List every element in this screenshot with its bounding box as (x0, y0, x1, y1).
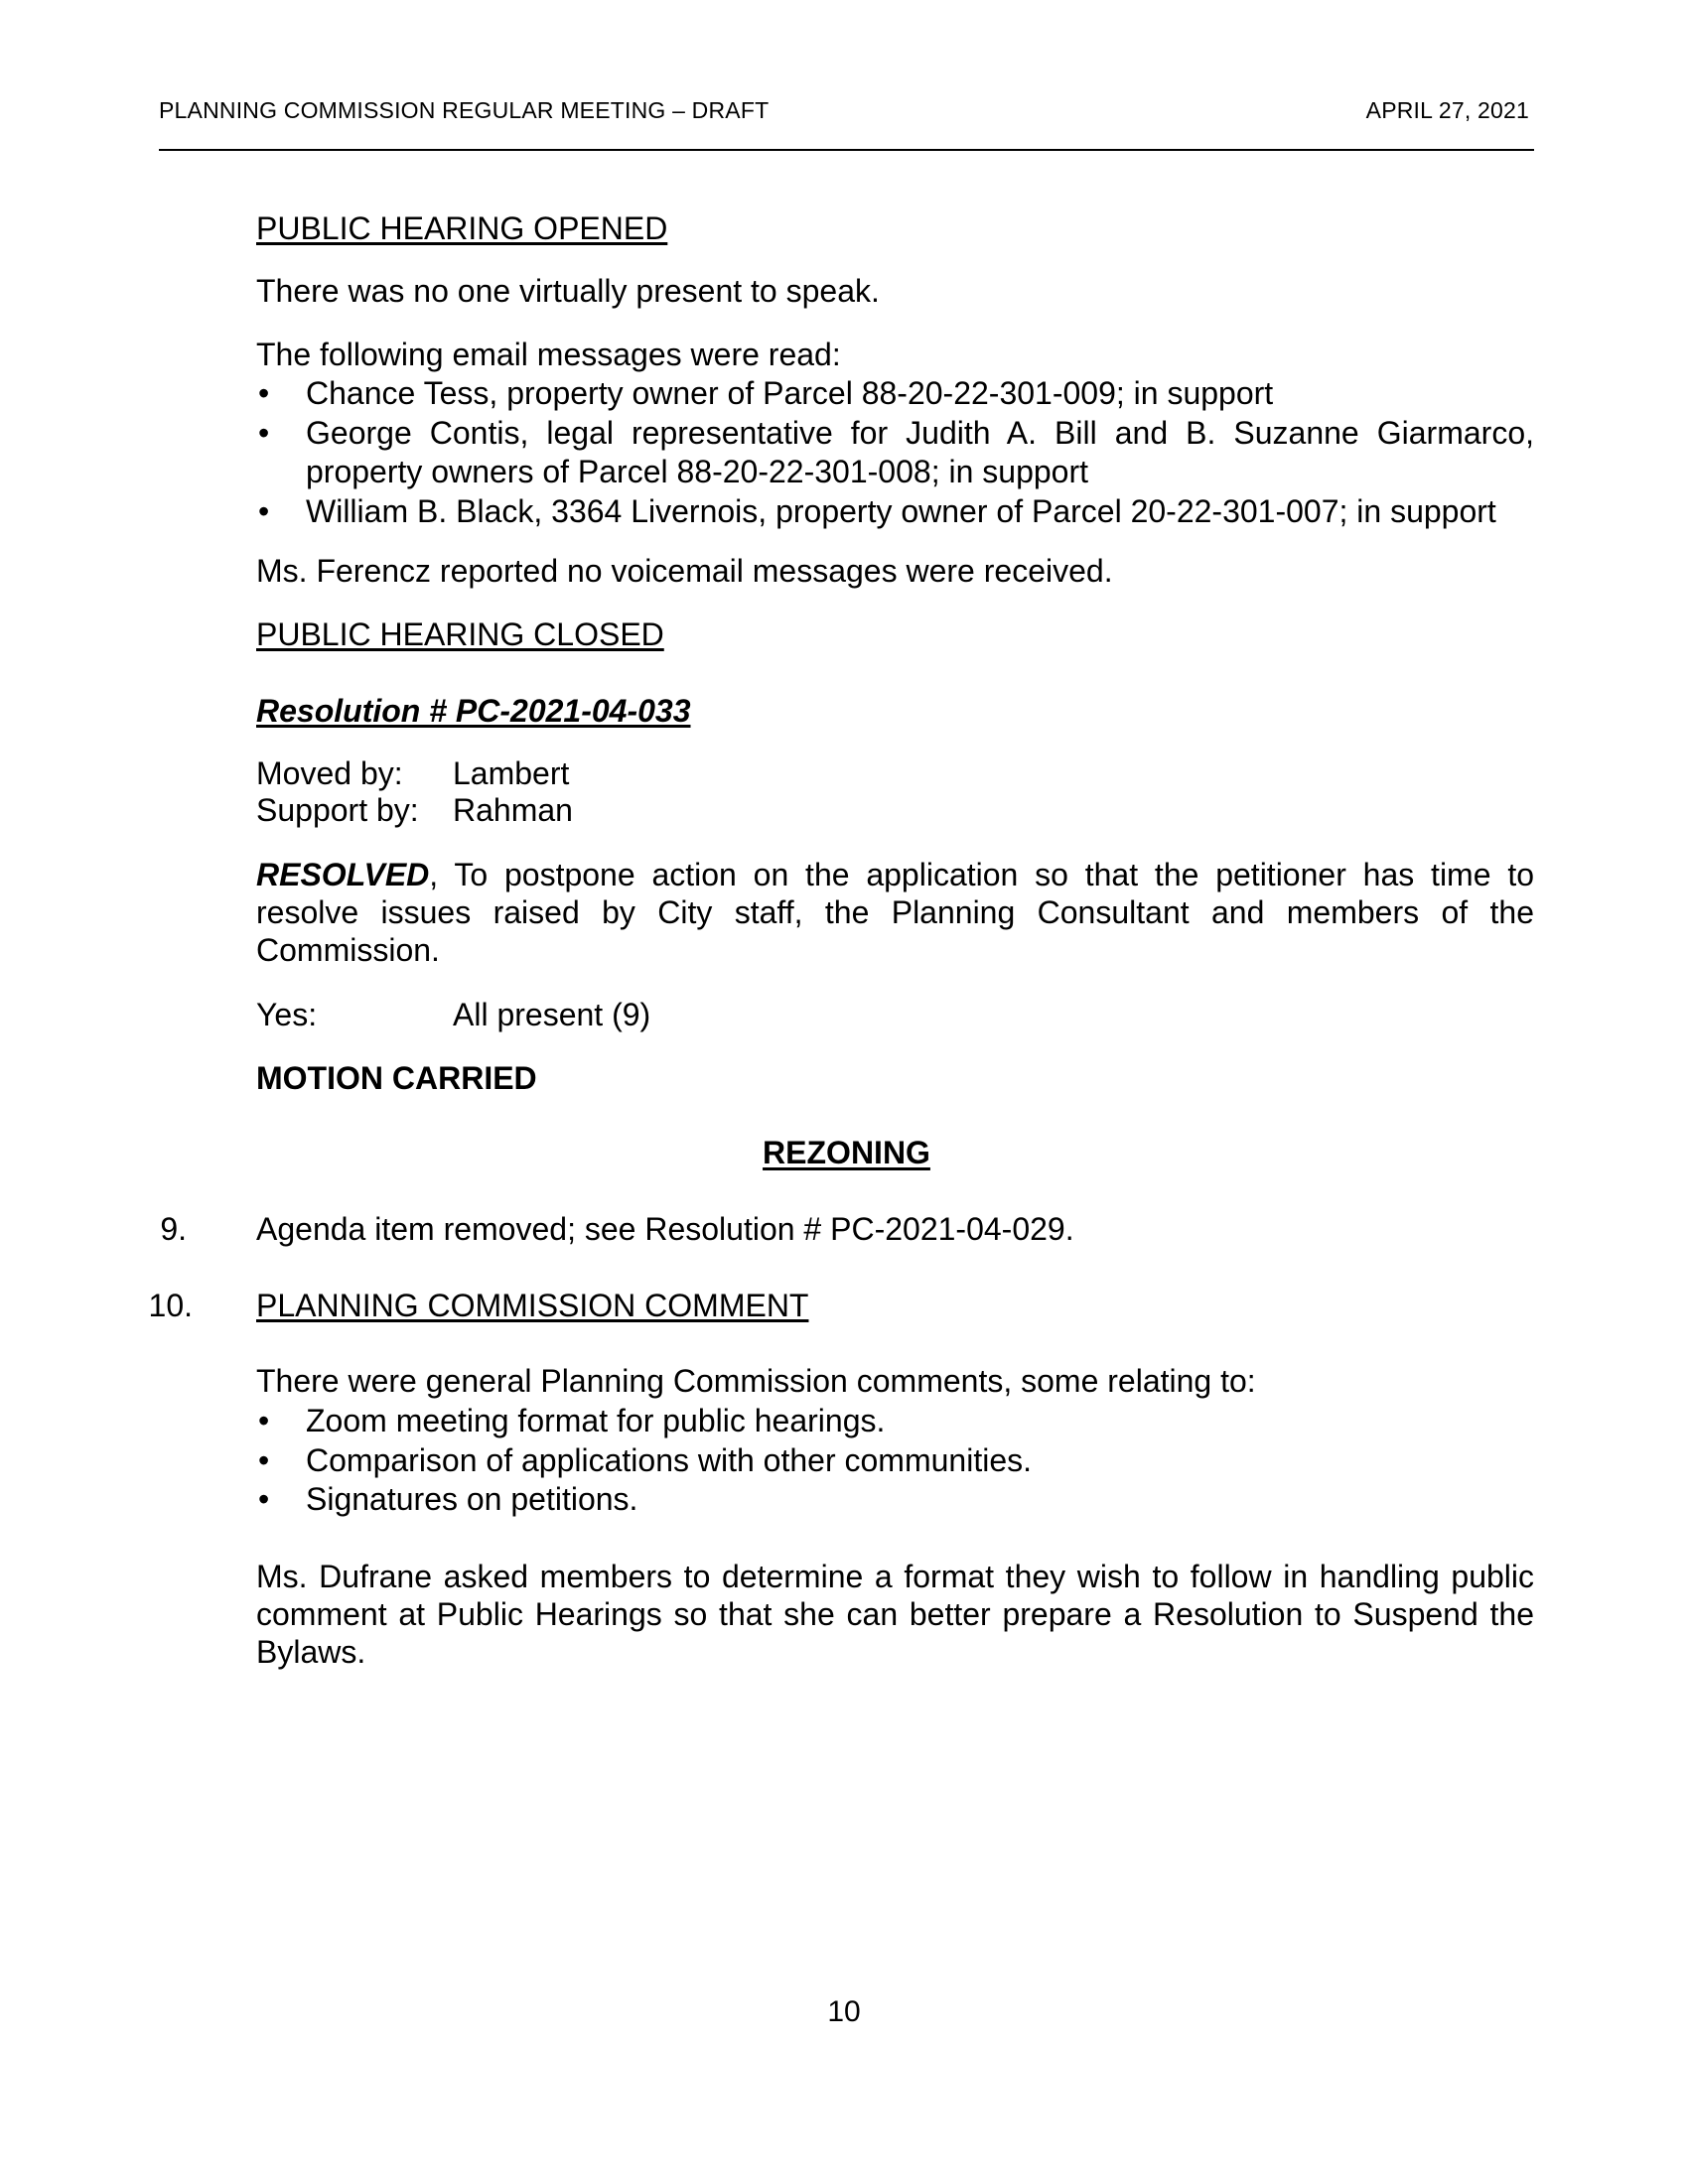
rezoning-item-text: Agenda item removed; see Resolution # PC-2021-04-029. (256, 1211, 1074, 1247)
emails-intro-text: The following email messages were read: (256, 337, 841, 372)
voicemail-text: Ms. Ferencz reported no voicemail messages were received. (256, 553, 1113, 589)
commission-comment-heading: PLANNING COMMISSION COMMENT (256, 1288, 809, 1323)
support-by-name: Rahman (453, 792, 573, 828)
list-item: • George Contis, legal representative for Judith A. Bill and B. Suzanne Giarmarco, property owners of Parcel 88-20-22-301-008; in support (256, 414, 1534, 492)
page-header-title: PLANNING COMMISSION REGULAR MEETING – DRAFT (159, 97, 770, 123)
list-item: • Comparison of applications with other communities. (256, 1441, 1534, 1481)
item-number-9: 9. (160, 1211, 187, 1247)
page-header-date: APRIL 27, 2021 (1365, 97, 1529, 123)
support-by-label: Support by: (256, 792, 419, 828)
moved-by-name: Lambert (453, 755, 570, 791)
public-hearing-opened-heading: PUBLIC HEARING OPENED (256, 210, 668, 246)
no-speakers-text: There was no one virtually present to speak. (256, 273, 880, 309)
closing-paragraph: Ms. Dufrane asked members to determine a format they wish to follow in handling public comment at Public Hearings so that she can better prepare a Resolution to Suspend the Bylaws. (256, 1559, 1534, 1670)
email-list (256, 374, 1534, 531)
resolved-word: RESOLVED (256, 857, 430, 892)
public-hearing-closed-heading: PUBLIC HEARING CLOSED (256, 616, 664, 652)
comment-intro-text: There were general Planning Commission comments, some relating to: (256, 1363, 1256, 1399)
resolved-text: , To postpone action on the application so that the petitioner has time to resolve issues raised by City staff, the Planning Consultant and members of the Commission. (256, 857, 1534, 968)
vote-row (256, 996, 1534, 1033)
comment-list (256, 1402, 1534, 1520)
list-item: • Zoom meeting format for public hearings. (256, 1402, 1534, 1441)
moved-by-row (256, 754, 1534, 792)
vote-value: All present (9) (453, 997, 651, 1032)
list-item: • William B. Black, 3364 Livernois, property owner of Parcel 20-22-301-007; in support (256, 492, 1534, 532)
rezoning-heading: REZONING (763, 1135, 930, 1170)
motion-result: MOTION CARRIED (256, 1060, 537, 1096)
support-by-row (256, 791, 1534, 829)
moved-by-label: Moved by: (256, 755, 403, 791)
page-number: 10 (827, 1995, 861, 2028)
header-divider (159, 149, 1534, 151)
resolved-paragraph (256, 856, 1534, 969)
vote-label: Yes: (256, 997, 318, 1032)
list-item: • Signatures on petitions. (256, 1480, 1534, 1520)
list-item: • Chance Tess, property owner of Parcel 88-20-22-301-009; in support (256, 374, 1534, 414)
resolution-title: Resolution # PC-2021-04-033 (256, 693, 691, 729)
item-number-10: 10. (148, 1288, 193, 1323)
